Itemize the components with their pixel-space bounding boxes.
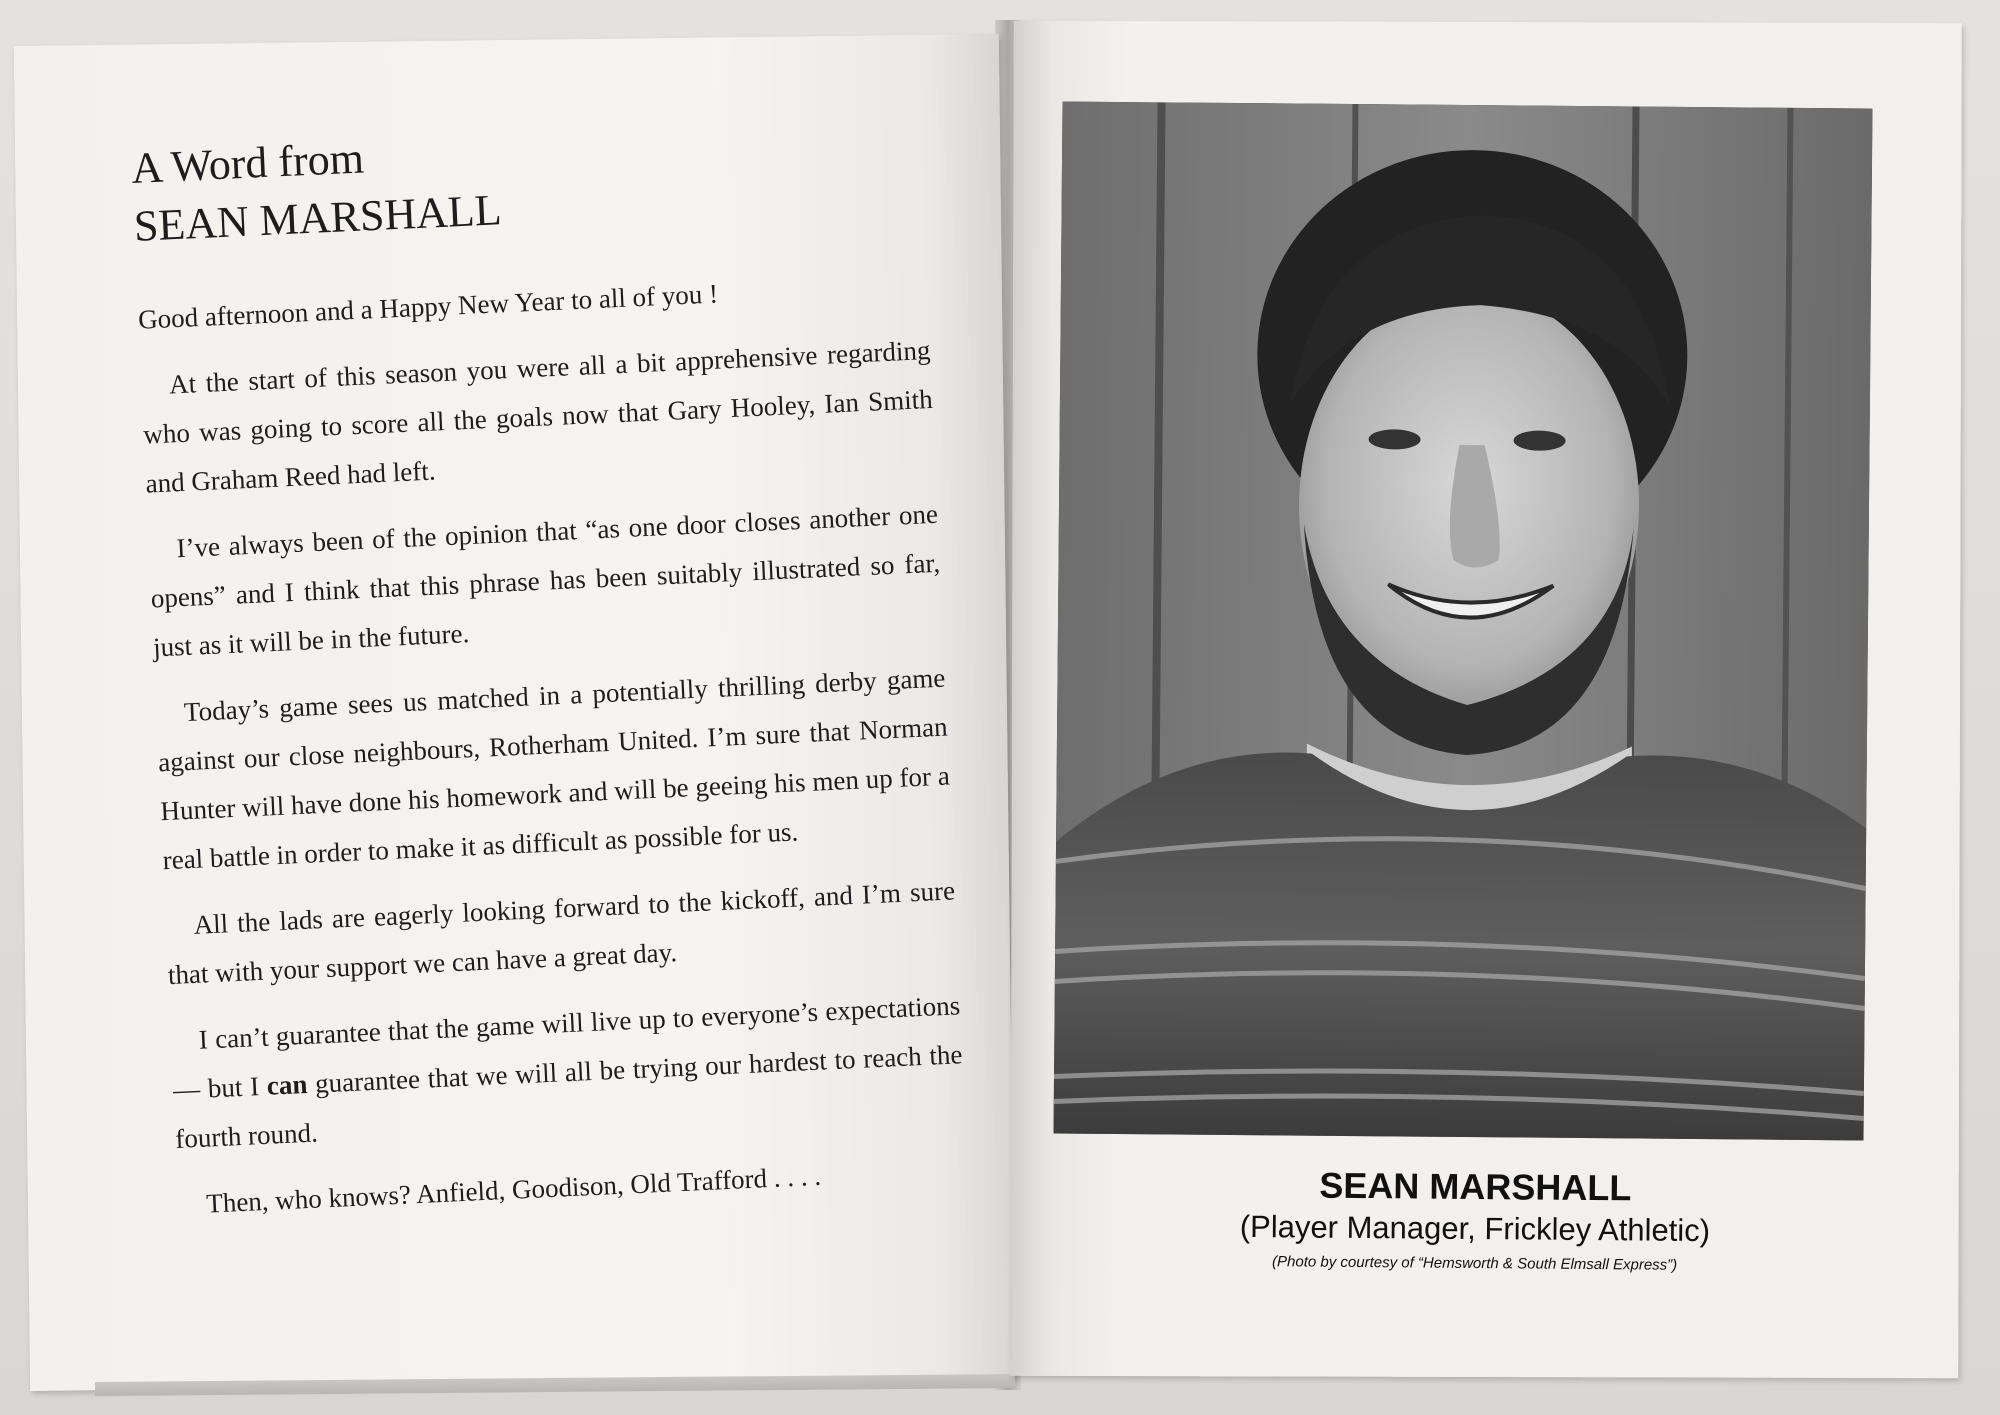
- article-paragraph: Then, who knows? Anfield, Goodison, Old Trafford . . . .: [205, 1160, 822, 1219]
- article-paragraph: All the lads are eagerly looking forward to the kickoff, and I’m sure that with your support we can have a great day.: [167, 875, 956, 991]
- article-paragraph: I’ve always been of the opinion that “as one door closes another one opens” and I think that this phrase has been suitably illustrated so far, just as it will be in the future.: [150, 498, 941, 663]
- paragraph-text: guarantee that we will all be trying our hardest to reach the fourth round.: [174, 1039, 964, 1154]
- article-heading-line1: A Word from: [130, 133, 365, 193]
- article-heading-line2: SEAN MARSHALL: [132, 185, 503, 251]
- portrait-image: [1054, 101, 1873, 1140]
- article-paragraph: Good afternoon and a Happy New Year to all of you !: [137, 278, 719, 335]
- article-paragraph: At the start of this season you were all a bit apprehensive regarding who was going to score all the goals now that Gary Hooley, Ian Smith and Graham Reed had left.: [142, 334, 934, 499]
- photo-caption: [1060, 1161, 1891, 1282]
- caption-role: (Player Manager, Frickley Athletic): [1239, 1208, 1711, 1249]
- caption-name: SEAN MARSHALL: [1319, 1164, 1632, 1209]
- article-paragraph: Today’s game sees us matched in a potentially thrilling derby game against our close neighbours, Rotherham United. I’m sure that Norman Hunter will have done his homework and will be geeing his men up for a real battle in order to make it as difficult as possible for us.: [157, 662, 951, 876]
- article-paragraph-guarantee: [170, 981, 966, 1164]
- article: [130, 104, 969, 1247]
- portrait-photo: [1054, 101, 1873, 1140]
- paragraph-text: I can’t guarantee that the game will live up to everyone’s expectations — but I: [172, 990, 961, 1106]
- caption-credit: (Photo by courtesy of “Hemsworth & South Elmsall Express”): [1271, 1253, 1678, 1274]
- emphasis-text: can: [266, 1068, 309, 1101]
